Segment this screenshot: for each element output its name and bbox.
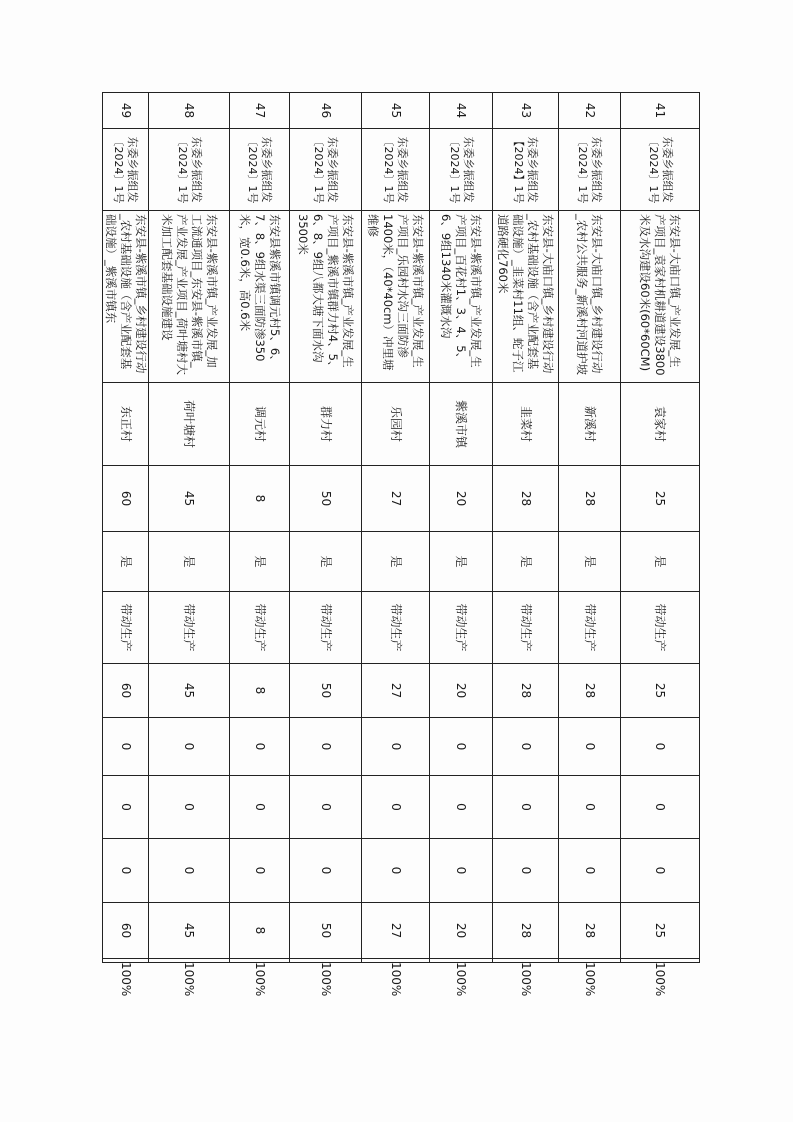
cell-project: 东安县-紫溪市镇_产业发展_生产项目_百花村1、3、4、5、6、9组1340米灌溉水沟 [430, 211, 493, 383]
cell-fund-city: 0 [103, 839, 149, 903]
cell-fund-central: 0 [290, 718, 362, 776]
cell-yes-no: 是 [290, 532, 362, 592]
table-row [559, 93, 621, 963]
cell-fund-provincial: 0 [559, 776, 621, 839]
cell-doc: 东委乡振组发〔2024〕1号 [430, 129, 493, 211]
cell-project: 东安县紫溪市镇调元村5、6、7、8、9组水渠三面防渗350米，宽0.6米，高0.6米 [230, 211, 290, 383]
cell-fund-provincial: 0 [149, 776, 230, 839]
cell-fund-city: 0 [559, 839, 621, 903]
cell-fund-city: 0 [493, 839, 559, 903]
cell-village: 韭菜村 [493, 383, 559, 466]
cell-village: 紫溪市镇 [430, 383, 493, 466]
cell-project: 东安县-大庙口镇_乡村建设行动_农村基础设施（含产业配套基础设施）_韭菜村11组、蛇子江道路硬化760米 [493, 211, 559, 383]
cell-fund-central: 0 [149, 718, 230, 776]
cell-no: 47 [230, 93, 290, 129]
cell-fund-city: 0 [362, 839, 430, 903]
cell-fund-city: 0 [430, 839, 493, 903]
rotated-table-frame [104, 92, 700, 997]
cell-fund-county: 28 [493, 903, 559, 959]
cell-benefit: 带动生产 [493, 592, 559, 664]
cell-doc: 东委乡振组发〔2024〕1号 [103, 129, 149, 211]
cell-doc: 东委乡振组发〔2024〕1号 [621, 129, 700, 211]
cell-investment: 50 [290, 466, 362, 532]
cell-investment: 28 [559, 466, 621, 532]
table-row [430, 93, 493, 963]
cell-project: 东安县-紫溪市镇_产业发展_加工流通项目_东安县-紫溪市镇_产业发展_产业项目_荷叶塘村大米加工配套基础设施建设 [149, 211, 230, 383]
cell-fund-county: 45 [149, 903, 230, 959]
cell-doc: 东委乡振组发〔2024〕1号 [362, 129, 430, 211]
cell-fund-county: 25 [621, 903, 700, 959]
cell-fund-provincial: 0 [621, 776, 700, 839]
cell-no: 48 [149, 93, 230, 129]
cell-yes-no: 是 [362, 532, 430, 592]
cell-fund-provincial: 0 [362, 776, 430, 839]
cell-yes-no: 是 [149, 532, 230, 592]
cell-fund-central: 0 [559, 718, 621, 776]
cell-completion: 100% [430, 959, 493, 963]
cell-fund-county: 20 [430, 903, 493, 959]
cell-yes-no: 是 [493, 532, 559, 592]
cell-project: 东安县-紫溪市镇_产业发展_生产项目_紫溪市镇群力村4、5、6、8、9组八都大塘下面水沟3500米 [290, 211, 362, 383]
cell-fund-provincial: 0 [103, 776, 149, 839]
cell-completion: 100% [362, 959, 430, 963]
cell-completion: 100% [230, 959, 290, 963]
table-row [493, 93, 559, 963]
cell-doc: 东委乡振组发【2024】1号 [493, 129, 559, 211]
cell-investment: 8 [230, 466, 290, 532]
cell-no: 41 [621, 93, 700, 129]
cell-benefit: 带动生产 [230, 592, 290, 664]
cell-fund-city: 0 [230, 839, 290, 903]
cell-investment: 60 [103, 466, 149, 532]
cell-no: 45 [362, 93, 430, 129]
cell-village: 袁家村 [621, 383, 700, 466]
cell-investment: 25 [621, 466, 700, 532]
cell-completion: 100% [621, 959, 700, 963]
cell-yes-no: 是 [430, 532, 493, 592]
table-row [621, 93, 700, 963]
cell-completion: 100% [493, 959, 559, 963]
cell-fund-total: 50 [290, 664, 362, 718]
cell-fund-central: 0 [493, 718, 559, 776]
cell-fund-central: 0 [103, 718, 149, 776]
cell-fund-county: 27 [362, 903, 430, 959]
cell-benefit: 带动生产 [103, 592, 149, 664]
cell-fund-provincial: 0 [493, 776, 559, 839]
cell-village: 乐园村 [362, 383, 430, 466]
cell-no: 49 [103, 93, 149, 129]
cell-benefit: 带动生产 [621, 592, 700, 664]
cell-fund-total: 60 [103, 664, 149, 718]
cell-fund-provincial: 0 [230, 776, 290, 839]
cell-fund-central: 0 [430, 718, 493, 776]
cell-project: 东安县-大庙口镇_乡村建设行动_农村公共服务_新溪村河道护坡 [559, 211, 621, 383]
cell-fund-total: 27 [362, 664, 430, 718]
cell-project: 东安县-紫溪市镇_乡村建设行动_农村基础设施（含产业配套基础设施）_紫溪市镇东 [103, 211, 149, 383]
cell-fund-provincial: 0 [290, 776, 362, 839]
table-row [103, 93, 149, 963]
project-table [102, 92, 700, 997]
cell-doc: 东委乡振组发〔2024〕1号 [149, 129, 230, 211]
cell-completion: 100% [149, 959, 230, 963]
cell-fund-county: 60 [103, 903, 149, 959]
cell-benefit: 带动生产 [149, 592, 230, 664]
cell-benefit: 带动生产 [290, 592, 362, 664]
cell-fund-city: 0 [621, 839, 700, 903]
cell-no: 46 [290, 93, 362, 129]
cell-yes-no: 是 [621, 532, 700, 592]
cell-doc: 东委乡振组发〔2024〕1号 [230, 129, 290, 211]
cell-village: 荷叶塘村 [149, 383, 230, 466]
cell-village: 调元村 [230, 383, 290, 466]
cell-yes-no: 是 [230, 532, 290, 592]
cell-doc: 东委乡振组发〔2024〕1号 [559, 129, 621, 211]
cell-village: 新溪村 [559, 383, 621, 466]
cell-project: 东安县-大庙口镇_产业发展_生产项目_袁家村机耕道建设3800米及水沟建设60米(60*60CM) [621, 211, 700, 383]
cell-investment: 28 [493, 466, 559, 532]
cell-fund-city: 0 [290, 839, 362, 903]
table-row [290, 93, 362, 963]
cell-fund-total: 28 [493, 664, 559, 718]
cell-no: 42 [559, 93, 621, 129]
cell-fund-total: 20 [430, 664, 493, 718]
cell-investment: 45 [149, 466, 230, 532]
cell-fund-total: 8 [230, 664, 290, 718]
cell-fund-city: 0 [149, 839, 230, 903]
cell-no: 44 [430, 93, 493, 129]
cell-benefit: 带动生产 [559, 592, 621, 664]
cell-completion: 100% [290, 959, 362, 963]
cell-fund-central: 0 [621, 718, 700, 776]
cell-fund-county: 50 [290, 903, 362, 959]
cell-fund-county: 28 [559, 903, 621, 959]
cell-fund-total: 28 [559, 664, 621, 718]
cell-fund-central: 0 [230, 718, 290, 776]
table-row [362, 93, 430, 963]
cell-fund-total: 45 [149, 664, 230, 718]
cell-project: 东安县-紫溪市镇_产业发展_生产项目_乐园村水沟三面防渗1400米，（40*40cm）冲里塘维修 [362, 211, 430, 383]
cell-benefit: 带动生产 [430, 592, 493, 664]
table-row [230, 93, 290, 963]
cell-fund-total: 25 [621, 664, 700, 718]
cell-yes-no: 是 [103, 532, 149, 592]
cell-village: 群力村 [290, 383, 362, 466]
cell-benefit: 带动生产 [362, 592, 430, 664]
cell-village: 东正村 [103, 383, 149, 466]
cell-no: 43 [493, 93, 559, 129]
cell-fund-central: 0 [362, 718, 430, 776]
cell-yes-no: 是 [559, 532, 621, 592]
cell-fund-provincial: 0 [430, 776, 493, 839]
cell-investment: 20 [430, 466, 493, 532]
cell-completion: 100% [103, 959, 149, 963]
cell-completion: 100% [559, 959, 621, 963]
cell-investment: 27 [362, 466, 430, 532]
cell-fund-county: 8 [230, 903, 290, 959]
cell-doc: 东委乡振组发〔2024〕1号 [290, 129, 362, 211]
table-row [149, 93, 230, 963]
